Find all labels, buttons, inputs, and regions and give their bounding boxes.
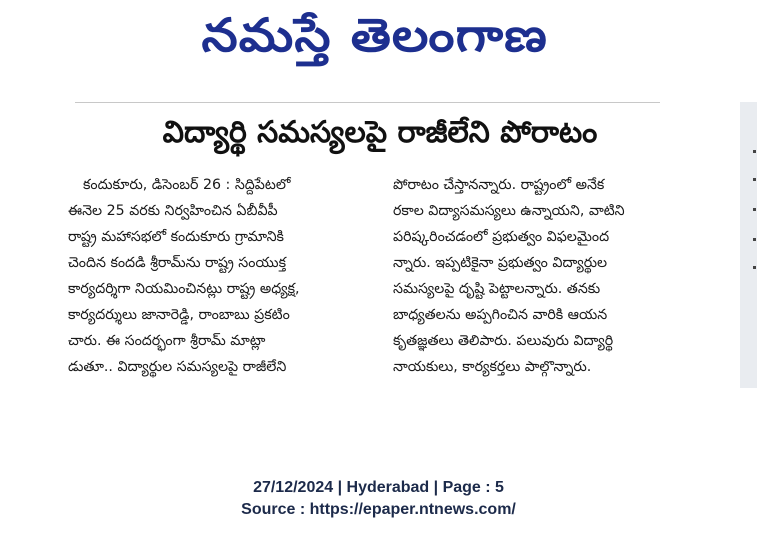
article-line: రకాల విద్యాసమస్యలు ఉన్నాయని, వాటిని — [393, 203, 625, 219]
article-line: కార్యదర్శిగా నియమించినట్లు రాష్ట్ర అధ్యక్ష, — [68, 281, 300, 297]
article-line: డుతూ.. విద్యార్థుల సమస్యలపై రాజీలేని — [68, 359, 287, 375]
article-line: నాయకులు, కార్యకర్తలు పాల్గొన్నారు. — [393, 359, 592, 375]
masthead-divider — [75, 102, 660, 103]
article-line: చెందిన కందడి శ్రీరామ్‌ను రాష్ట్ర సంయుక్త — [68, 255, 286, 271]
article-column-left — [68, 172, 368, 380]
article-line: ఈనెల 25 వరకు నిర్వహించిన ఏబీవీపీ — [68, 203, 278, 219]
masthead-title: నమస్తే తెలంగాణ — [201, 8, 549, 62]
article-line: న్నారు. ఇప్పటికైనా ప్రభుత్వం విద్యార్థుల — [393, 255, 608, 271]
article-line: కందుకూరు, డిసెంబర్ 26 : సిద్దిపేటలో — [83, 177, 291, 193]
edition-info: 27/12/2024 | Hyderabad | Page : 5 — [253, 479, 504, 496]
article-line: పోరాటం చేస్తానన్నారు. రాష్ట్రంలో అనేక — [393, 177, 605, 193]
source-url: Source : https://epaper.ntnews.com/ — [241, 501, 516, 518]
article-column-right — [393, 172, 693, 380]
article-line: కార్యదర్శులు జానారెడ్డి, రాంబాబు ప్రకటిం — [68, 307, 290, 323]
adjacent-article-bullets — [753, 150, 756, 270]
article-line: రాష్ట్ర మహాసభలో కందుకూరు గ్రామానికి — [68, 229, 284, 245]
article-line: చారు. ఈ సందర్భంగా శ్రీరామ్ మాట్లా — [68, 333, 266, 349]
newspaper-masthead — [150, 2, 600, 80]
article-line: బాధ్యతలను అప్పగించిన వారికి ఆయన — [393, 307, 608, 323]
article-headline: విద్యార్థి సమస్యలపై రాజీలేని పోరాటం — [162, 115, 598, 150]
article-line: కృతజ్ఞతలు తెలిపారు. పలువురు విద్యార్థి — [393, 333, 614, 349]
article-line: పరిష్కరించడంలో ప్రభుత్వం విఫలమైంద — [393, 229, 610, 245]
article-line: సమస్యలపై దృష్టి పెట్టాలన్నారు. తనకు — [393, 281, 601, 297]
